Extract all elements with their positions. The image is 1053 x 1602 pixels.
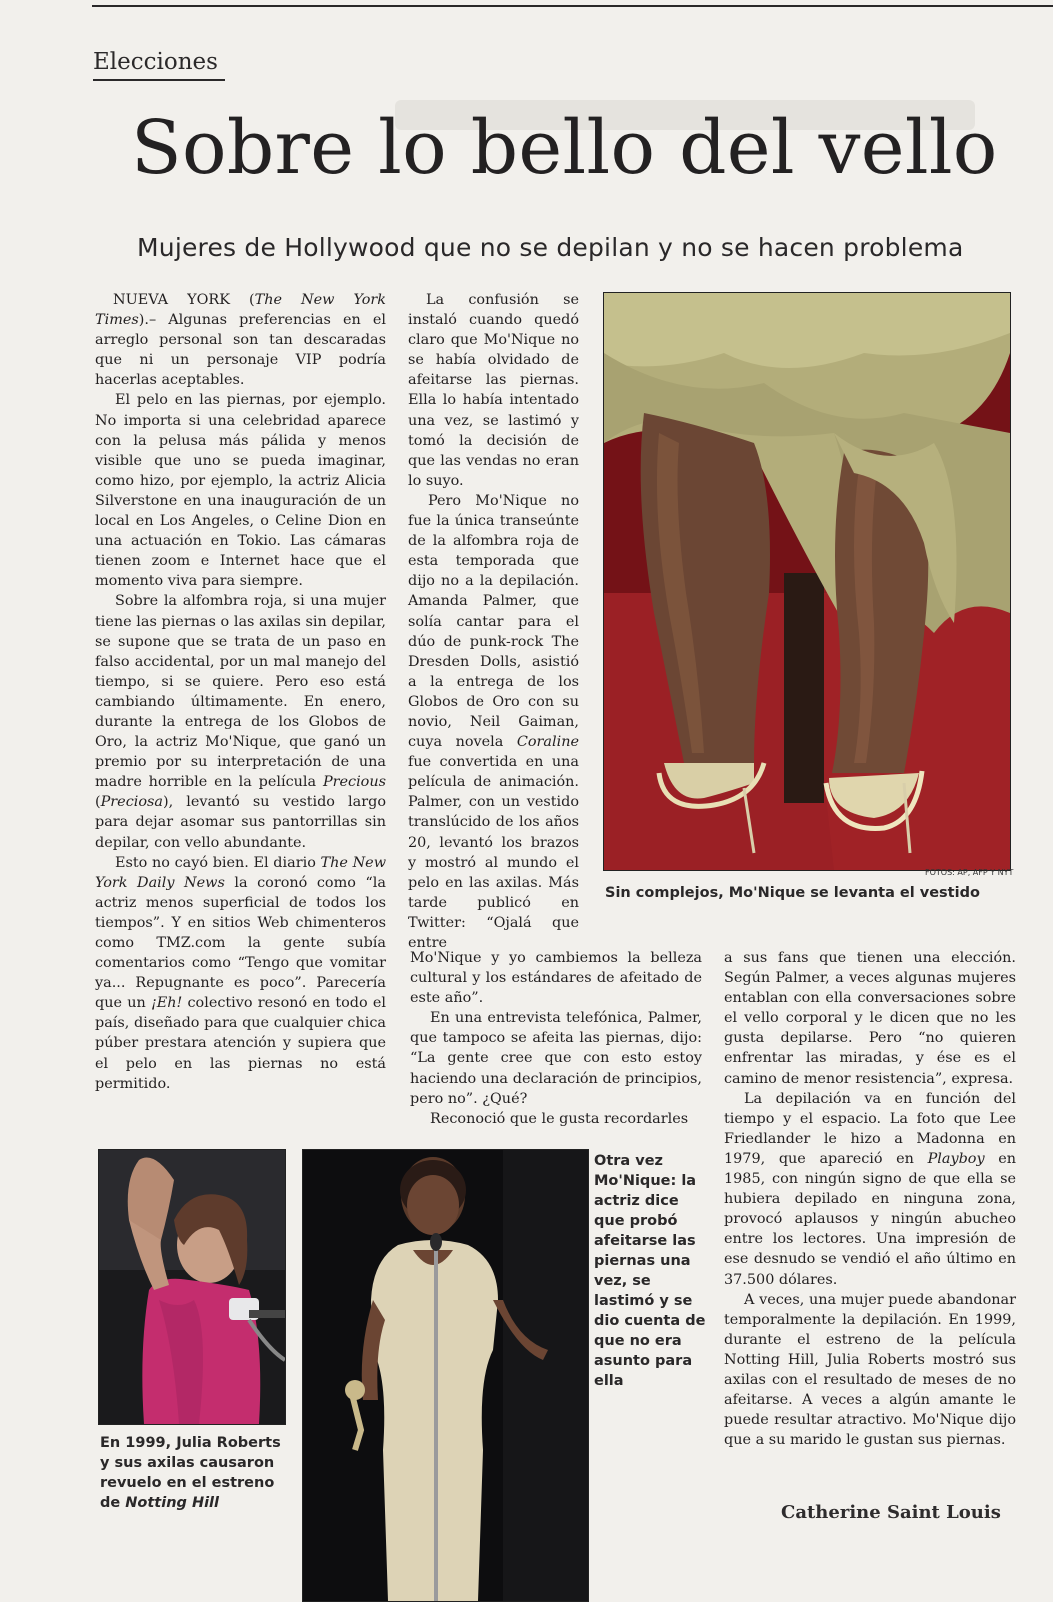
paragraph: La confusión se instaló cuando quedó claro que Mo'Nique no se había olvidado de afeitarse las piernas. Ella lo había intentado una vez, se lastimó y tomó la decisión de que las vendas no eran lo suyo.: [408, 292, 579, 489]
paragraph: Esto no cayó bien. El diario The New York Daily News la coronó como “la actriz menos superficial de todos los tiempos”. Y en sitios Web chimenteros como TMZ.com la gente subía comentarios como “Tengo que vomitar ya... Repugnante es poco”. Parecería que un ¡Eh! colectivo resonó en todo el país, diseñado para que cualquier chica púber prestara atención y supiera que el pelo en las piernas no está permitido.: [95, 854, 387, 1092]
paragraph: Mo'Nique y yo cambiemos la belleza cultural y los estándares de afeitado de este año”.: [410, 950, 702, 1007]
paragraph: Reconoció que le gusta recordarles: [430, 1110, 689, 1127]
roberts-photo: [98, 1149, 286, 1425]
section-label: Elecciones: [93, 49, 218, 75]
monique-photo: [302, 1149, 589, 1602]
monique-caption: Otra vez Mo'Nique: la actriz dice que probó afeitarse las piernas una vez, se lastimó y se dio cuenta de que no era asunto para ella: [594, 1153, 706, 1389]
paragraph: En una entrevista telefónica, Palmer, que tampoco se afeita las piernas, dijo: “La gente cree que con esto estoy haciendo una declaración de principios, pero no”. ¿Qué?: [410, 1010, 702, 1107]
article-column-2-continued: [410, 948, 702, 1129]
main-photo-caption: Sin complejos, Mo'Nique se levanta el vestido: [605, 885, 980, 901]
byline: Catherine Saint Louis: [781, 1502, 1001, 1523]
paragraph: a sus fans que tienen una elección. Según Palmer, a veces algunas mujeres entablan con ella conversaciones sobre el vello corporal y le dicen que no les gusta depilarse. Pero “no quieren enfrentar las miradas, y ése es el camino de menor resistencia”, expresa.: [724, 950, 1016, 1087]
photo-credit: FOTOS: AP, AFP Y NYT: [925, 868, 1014, 877]
paragraph: Sobre la alfombra roja, si una mujer tiene las piernas o las axilas sin depilar, se supone que se trata de un paso en falso accidental, por un mal manejo del tiempo, si se quiere. Pero eso está cambiando últimamente. En enero, durante la entrega de los Globos de Oro, la actriz Mo'Nique, que ganó un premio por su interpretación de una madre horrible en la película Precious (Preciosa), levantó su vestido largo para dejar asomar sus pantorrillas sin depilar, con vello abundante.: [95, 593, 386, 851]
paragraph: La depilación va en función del tiempo y el espacio. La foto que Lee Friedlander le hizo a Madonna en 1979, que apareció en Playboy en 1985, con ningún signo de que ella se hubiera depilado en ninguna zona, provocó aplausos y ningún abucheo entre los lectores. Una impresión de ese desnudo se vendió el año último en 37.500 dólares.: [724, 1090, 1017, 1288]
article-column-3: [724, 948, 1016, 1450]
roberts-caption: En 1999, Julia Roberts y sus axilas causaron revuelo en el estreno de Notting Hill: [100, 1435, 281, 1511]
article-column-2: [408, 290, 579, 953]
paragraph: El pelo en las piernas, por ejemplo. No importa si una celebridad aparece con la pelusa más pálida y menos visible que uno se pueda imaginar, como hizo, por ejemplo, la actriz Alicia Silverstone en una inauguración de un local en Los Angeles, o Celine Dion en una actuación en Tokio. Las cámaras tienen zoom e Internet hace que el momento viva para siempre.: [95, 392, 386, 590]
subhead: Mujeres de Hollywood que no se depilan y no se hacen problema: [137, 233, 964, 262]
top-rule: [92, 5, 1053, 7]
main-photo: [603, 292, 1011, 871]
paragraph: NUEVA YORK (The New York Times).– Algunas preferencias en el arreglo personal son tan descaradas que ni un personaje VIP podría hacerlas aceptables.: [95, 292, 386, 389]
paragraph: A veces, una mujer puede abandonar temporalmente la depilación. En 1999, durante el estreno de la película Notting Hill, Julia Roberts mostró sus axilas con el resultado de meses de no afeitarse. A veces a algún amante le puede resultar atractivo. Mo'Nique dijo que a su marido le gustan sus piernas.: [724, 1291, 1016, 1449]
headline: Sobre lo bello del vello: [131, 105, 998, 191]
section-underline: [93, 79, 225, 81]
paragraph: Pero Mo'Nique no fue la única transeúnte de la alfombra roja de esta temporada que dijo no a la depilación. Amanda Palmer, que solía cantar para el dúo de punk-rock The Dresden Dolls, asistió a la entrega de los Globos de Oro con su novio, Neil Gaiman, cuya novela Coraline fue convertida en una película de animación. Palmer, con un vestido translúcido de los años 20, levantó los brazos y mostró al mundo el pelo en las axilas. Más tarde publicó en Twitter: “Ojalá que entre: [408, 492, 579, 951]
article-column-1: [95, 290, 386, 1094]
